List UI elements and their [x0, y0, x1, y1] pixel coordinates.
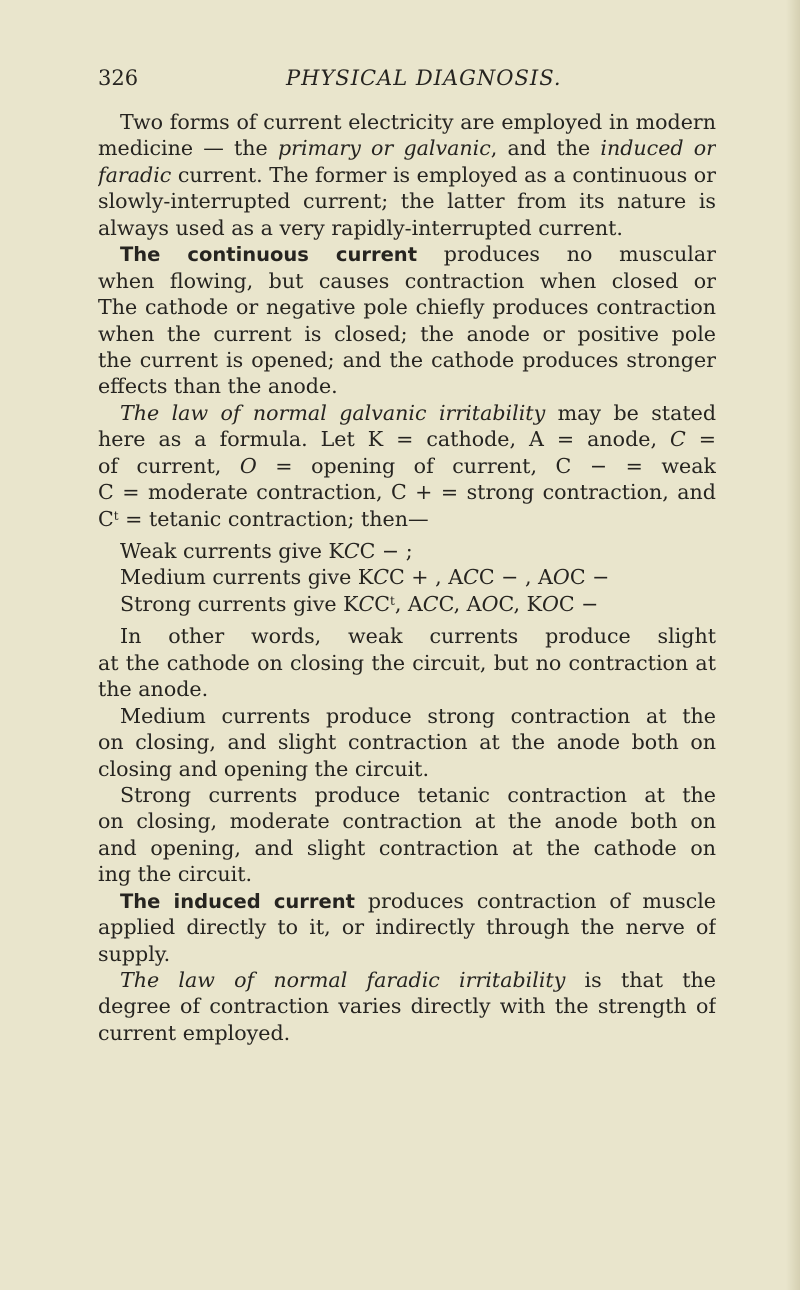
page-number: 326 [98, 66, 139, 90]
text-line: slowly-interrupted current; the latter from its nature is [98, 189, 716, 214]
formula-line: Medium currents give KCC + , ACC − , AOC − [120, 565, 610, 590]
text-line: at the cathode on closing the circuit, but no contraction at [98, 650, 716, 675]
text-line: always used as a very rapidly-interrupted current. [98, 215, 623, 240]
text-line: $C^t$ = tetanic contraction; then— [98, 506, 429, 531]
text-line: Two forms of current electricity are employed in modern [120, 110, 716, 134]
text-line: medicine — the primary or galvanic, and the induced or [98, 136, 716, 161]
text-line: effects than the anode. [98, 374, 338, 399]
text-line: the current is opened; and the cathode produces stronger [98, 347, 716, 372]
text-line: the anode. [98, 677, 209, 702]
text-line: C = moderate contraction, C + = strong contraction, and [98, 480, 716, 505]
text-line: The law of normal faradic irritability is that the [120, 968, 716, 992]
text-line: applied directly to it, or indirectly through the nerve of [98, 915, 716, 940]
text-line: ing the circuit. [98, 862, 253, 887]
text-line: The law of normal galvanic irritability may be stated [120, 400, 716, 425]
text-line: The cathode or negative pole chiefly produces contraction [98, 295, 716, 320]
text-line: and opening, and slight contraction at the cathode on [98, 835, 716, 860]
formula-line: Weak currents give KCC − ; [120, 539, 413, 563]
body-text [98, 109, 716, 1046]
bold-term: The induced current [120, 889, 355, 913]
text-line: Medium currents produce strong contraction at the [120, 703, 716, 728]
text-line: supply. [98, 941, 171, 966]
formula-line: Strong currents give KCC$^t$, ACC, AOC, KOC − [120, 591, 599, 616]
text-line: degree of contraction varies directly with the strength of [98, 994, 716, 1019]
text-line: The induced current produces contraction of muscle [120, 888, 716, 913]
text-line: when the current is closed; the anode or positive pole [98, 321, 716, 346]
text-line: faradic current. The former is employed as a continuous or [98, 162, 716, 187]
text-line: closing and opening the circuit. [98, 756, 429, 781]
text-line: current employed. [98, 1020, 291, 1045]
page-header [98, 66, 720, 96]
text-line: Strong currents produce tetanic contraction at the [120, 782, 716, 807]
text-line: when flowing, but causes contraction when closed or [98, 268, 716, 293]
text-line: The continuous current produces no muscular [120, 242, 716, 267]
page-edge-shadow [786, 0, 800, 1290]
text-line: on closing, moderate contraction at the anode both on [98, 809, 716, 834]
text-line: on closing, and slight contraction at the anode both on [98, 730, 716, 755]
text-line: In other words, weak currents produce slight [120, 624, 716, 649]
text-line: here as a formula. Let K = cathode, A = anode, C = [98, 427, 716, 452]
text-line: of current, O = opening of current, C − = weak [98, 453, 716, 478]
running-head: PHYSICAL DIAGNOSIS. [286, 66, 562, 90]
bold-term: The continuous current [120, 243, 418, 267]
